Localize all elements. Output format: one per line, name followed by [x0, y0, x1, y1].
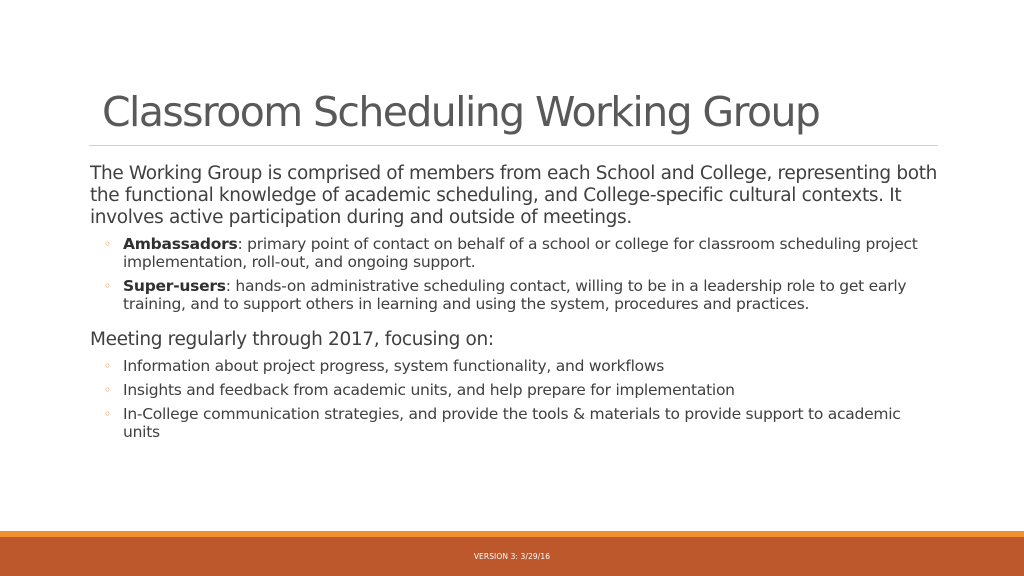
- focus-item-text: Insights and feedback from academic units, and help prepare for implementation: [123, 381, 735, 399]
- intro-paragraph: The Working Group is comprised of members from each School and College, representing both the functional knowledge of academic scheduling, and College-specific cultural contexts. It involves active participation during and outside of meetings.: [90, 163, 937, 228]
- circle-bullet-icon: ◦: [104, 237, 111, 251]
- meeting-paragraph: Meeting regularly through 2017, focusing on:: [90, 329, 494, 350]
- focus-list: [90, 357, 938, 441]
- focus-item-text: In-College communication strategies, and provide the tools & materials to provide support to academic units: [123, 405, 901, 441]
- role-term: Ambassadors: [123, 235, 238, 253]
- role-description: : primary point of contact on behalf of a school or college for classroom scheduling project implementation, roll-out, and ongoing support.: [123, 235, 918, 271]
- focus-item: [90, 381, 938, 399]
- title-divider: [89, 145, 938, 146]
- focus-item: [90, 405, 938, 441]
- roles-list: [90, 235, 938, 313]
- focus-item: [90, 357, 938, 375]
- role-description: : hands-on administrative scheduling contact, willing to be in a leadership role to get early training, and to support others in learning and using the system, procedures and practices.: [123, 277, 907, 313]
- role-item-super-users: [90, 277, 938, 313]
- version-label: VERSION 3: 3/29/16: [473, 552, 551, 561]
- circle-bullet-icon: ◦: [104, 359, 111, 373]
- slide-body: [90, 163, 938, 441]
- role-term: Super-users: [123, 277, 226, 295]
- role-item-ambassadors: [90, 235, 938, 271]
- slide-title: Classroom Scheduling Working Group: [102, 88, 820, 136]
- focus-item-text: Information about project progress, system functionality, and workflows: [123, 357, 665, 375]
- circle-bullet-icon: ◦: [104, 383, 111, 397]
- circle-bullet-icon: ◦: [104, 407, 111, 421]
- circle-bullet-icon: ◦: [104, 279, 111, 293]
